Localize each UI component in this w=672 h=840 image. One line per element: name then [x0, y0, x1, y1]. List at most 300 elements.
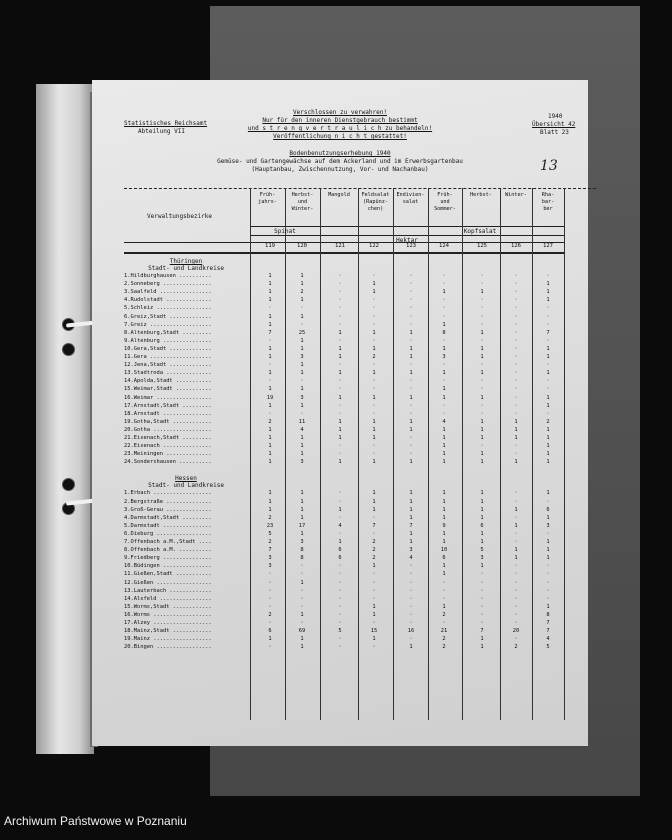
table-cell: ·	[546, 321, 550, 328]
table-cell: ·	[480, 321, 484, 328]
table-cell: 1	[300, 297, 304, 304]
table-cell: ·	[338, 281, 342, 288]
row-label: 19.Gotha,Stadt ............	[124, 418, 212, 425]
table-cell: 1	[409, 506, 413, 513]
row-label: 15.Worms,Stadt ............	[124, 603, 212, 610]
table-cell: ·	[514, 329, 518, 336]
table-cell: 1	[409, 539, 413, 545]
table-cell: ·	[268, 579, 272, 586]
table-cell: 2	[372, 354, 376, 360]
table-cell: 1	[338, 459, 342, 466]
table-cell: ·	[514, 530, 518, 537]
table-cell: 1	[338, 539, 342, 545]
table-cell: 1	[514, 459, 518, 466]
row-label: 21.Eisenach,Stadt .........	[124, 435, 212, 441]
table-cell: 9	[442, 522, 446, 529]
table-cell: 2	[442, 636, 446, 643]
table-cell: ·	[480, 362, 484, 369]
header-rule	[250, 226, 564, 227]
table-cell: 1	[480, 498, 484, 505]
table-cell: 1	[372, 603, 376, 610]
table-cell: 1	[442, 498, 446, 505]
table-cell: 1	[442, 386, 446, 393]
punch-hole	[62, 343, 75, 356]
table-cell: ·	[514, 402, 518, 409]
row-label: 18.Mainz,Stadt ............	[124, 628, 212, 635]
table-cell: ·	[338, 386, 342, 393]
row-label: 10.Gera,Stadt .............	[124, 345, 212, 352]
table-cell: ·	[442, 305, 446, 312]
table-cell: 2	[300, 289, 304, 296]
table-cell: ·	[372, 451, 376, 458]
table-cell: 7	[546, 620, 550, 626]
column-header: Früh- jahrs-	[258, 192, 277, 205]
column-number: 124	[438, 243, 450, 249]
row-label: 6.Dieburg .................	[124, 530, 212, 537]
table-cell: 1	[442, 571, 446, 578]
column-rule	[532, 188, 533, 720]
table-cell: ·	[338, 620, 342, 626]
table-cell: 8	[546, 611, 550, 618]
document-page	[92, 80, 588, 746]
table-cell: 1	[409, 530, 413, 537]
table-cell: ·	[514, 345, 518, 352]
table-cell: 4	[546, 636, 550, 643]
table-cell: ·	[372, 378, 376, 385]
table-cell: ·	[338, 587, 342, 594]
row-label: 8.Offenbach a.M. ..........	[124, 547, 212, 554]
table-cell: ·	[514, 386, 518, 393]
column-rule	[500, 188, 501, 720]
table-cell: ·	[372, 297, 376, 304]
table-cell: ·	[514, 563, 518, 570]
table-cell: ·	[514, 337, 518, 344]
table-cell: 1	[480, 394, 484, 401]
table-cell: ·	[546, 337, 550, 344]
table-cell: ·	[268, 644, 272, 651]
table-cell: 1	[338, 506, 342, 513]
table-cell: 1	[300, 506, 304, 513]
column-number: 120	[296, 243, 308, 249]
table-cell: ·	[409, 273, 413, 279]
table-cell: 6	[480, 522, 484, 529]
table-cell: 1	[442, 370, 446, 377]
column-rule	[285, 188, 286, 720]
table-cell: ·	[546, 386, 550, 393]
table-cell: 1	[300, 313, 304, 320]
table-cell: ·	[338, 410, 342, 417]
table-cell: ·	[409, 563, 413, 570]
row-label: 23.Meiningen ..............	[124, 451, 212, 458]
column-rule	[462, 188, 463, 720]
table-cell: 20	[512, 628, 520, 635]
table-cell: ·	[409, 297, 413, 304]
table-cell: 1	[409, 644, 413, 651]
column-header: Herbst- und Winter-	[291, 192, 314, 212]
table-cell: ·	[546, 498, 550, 505]
table-cell: 1	[409, 498, 413, 505]
table-cell: ·	[442, 273, 446, 279]
table-cell: ·	[480, 297, 484, 304]
table-cell: 1	[372, 289, 376, 296]
table-cell: ·	[409, 410, 413, 417]
table-cell: 1	[546, 345, 550, 352]
table-cell: 1	[300, 281, 304, 288]
table-cell: 1	[372, 563, 376, 570]
table-cell: ·	[514, 354, 518, 360]
table-cell: 1	[268, 354, 272, 360]
table-cell: 3	[300, 394, 304, 401]
table-cell: 5	[546, 644, 550, 651]
survey-subtitle-1: Gemüse- und Gartengewächse auf dem Ackerland und im Erwerbsgartenbau	[217, 158, 463, 165]
table-cell: ·	[409, 636, 413, 643]
org-name: Statistisches Reichsamt	[124, 120, 208, 127]
column-number: 125	[476, 243, 488, 249]
table-cell: ·	[409, 443, 413, 450]
table-cell: 1	[442, 435, 446, 441]
table-cell: ·	[480, 313, 484, 320]
table-cell: ·	[514, 443, 518, 450]
column-header: Endivien- salat	[396, 192, 425, 205]
table-cell: 1	[442, 530, 446, 537]
table-cell: 7	[268, 329, 272, 336]
column-rule	[250, 188, 251, 720]
row-label: 17.Alzey ..................	[124, 620, 212, 626]
table-cell: 1	[300, 498, 304, 505]
table-cell: 3	[546, 522, 550, 529]
column-header: Rha- bar- ber	[541, 192, 555, 212]
table-cell: 3	[300, 459, 304, 466]
table-cell: ·	[372, 530, 376, 537]
row-label: 12.Jena,Stadt .............	[124, 362, 212, 369]
column-number: 122	[368, 243, 380, 249]
table-cell: 1	[338, 426, 342, 433]
table-cell: ·	[268, 595, 272, 602]
column-rule	[393, 188, 394, 720]
row-label: 11.Gießen,Stadt ...........	[124, 571, 212, 578]
table-cell: ·	[372, 410, 376, 417]
table-cell: ·	[480, 571, 484, 578]
column-rule	[358, 188, 359, 720]
row-label: 13.Stadtroda ..............	[124, 370, 212, 377]
year: 1940	[548, 113, 563, 120]
table-cell: 1	[480, 563, 484, 570]
table-cell: ·	[442, 410, 446, 417]
table-cell: ·	[514, 410, 518, 417]
column-number: 119	[264, 243, 276, 249]
table-cell: 1	[514, 435, 518, 441]
table-cell: 1	[546, 435, 550, 441]
table-cell: 10	[440, 547, 448, 554]
confidential-line-4: Veröffentlichung n i c h t gestattet!	[273, 133, 407, 140]
row-label: 3.Saalfeld ................	[124, 289, 212, 296]
row-label: 4.Darmstadt,Stadt .........	[124, 514, 212, 521]
row-label: 16.Weimar .................	[124, 394, 212, 401]
column-number: 126	[510, 243, 522, 249]
header-rule	[124, 188, 596, 189]
table-cell: ·	[300, 571, 304, 578]
table-cell: ·	[546, 571, 550, 578]
table-cell: 1	[268, 321, 272, 328]
table-cell: ·	[409, 281, 413, 288]
table-cell: 1	[300, 345, 304, 352]
table-cell: ·	[338, 571, 342, 578]
table-cell: 4	[300, 426, 304, 433]
table-cell: 1	[442, 506, 446, 513]
table-cell: ·	[514, 603, 518, 610]
table-cell: ·	[338, 378, 342, 385]
table-cell: ·	[480, 305, 484, 312]
table-cell: ·	[338, 297, 342, 304]
confidential-line-2: Nur für den inneren Dienstgebrauch bestimmt	[262, 117, 418, 124]
table-cell: 1	[300, 451, 304, 458]
table-cell: ·	[300, 378, 304, 385]
table-cell: ·	[338, 337, 342, 344]
row-label: 5.Schleiz .................	[124, 305, 212, 312]
table-cell: 8	[300, 547, 304, 554]
header-rule	[250, 235, 564, 236]
table-cell: ·	[442, 313, 446, 320]
table-cell: ·	[514, 611, 518, 618]
table-cell: 1	[300, 636, 304, 643]
table-cell: ·	[338, 289, 342, 296]
table-cell: ·	[268, 410, 272, 417]
table-cell: 1	[546, 514, 550, 521]
table-cell: 1	[268, 273, 272, 279]
table-cell: ·	[372, 321, 376, 328]
table-cell: 8	[300, 555, 304, 562]
table-cell: ·	[514, 378, 518, 385]
section-title: Hessen	[175, 475, 197, 483]
table-cell: 1	[300, 402, 304, 409]
row-label: 10.Büdingen ...............	[124, 563, 212, 570]
table-cell: ·	[372, 644, 376, 651]
table-cell: ·	[409, 435, 413, 441]
table-cell: 69	[298, 628, 306, 635]
table-cell: 1	[268, 636, 272, 643]
group-spinat: Spinat	[274, 228, 296, 235]
table-cell: 1	[300, 443, 304, 450]
table-cell: 17	[298, 522, 306, 529]
table-cell: ·	[480, 281, 484, 288]
table-cell: ·	[372, 337, 376, 344]
row-label: 7.Offenbach a.M.,Stadt ....	[124, 539, 212, 545]
table-cell: 1	[480, 459, 484, 466]
table-cell: ·	[409, 321, 413, 328]
table-cell: ·	[480, 337, 484, 344]
table-cell: ·	[514, 362, 518, 369]
table-cell: 2	[268, 539, 272, 545]
table-cell: 1	[546, 443, 550, 450]
table-cell: 3	[480, 555, 484, 562]
table-cell: 1	[300, 273, 304, 279]
table-cell: 1	[268, 370, 272, 377]
table-cell: 7	[409, 522, 413, 529]
survey-title: Bodenbenutzungserhebung 1940	[289, 150, 391, 157]
table-cell: 1	[480, 644, 484, 651]
table-cell: 1	[268, 506, 272, 513]
row-label: 2.Sonneberg ...............	[124, 281, 212, 288]
row-label: 4.Rudolstadt ..............	[124, 297, 212, 304]
table-cell: ·	[268, 362, 272, 369]
table-cell: 1	[300, 644, 304, 651]
table-cell: ·	[409, 289, 413, 296]
table-cell: ·	[409, 305, 413, 312]
table-cell: ·	[514, 305, 518, 312]
table-cell: ·	[338, 636, 342, 643]
table-cell: ·	[372, 595, 376, 602]
table-cell: 7	[546, 628, 550, 635]
table-cell: 21	[440, 628, 448, 635]
table-cell: ·	[442, 402, 446, 409]
table-cell: ·	[546, 362, 550, 369]
table-cell: 1	[372, 498, 376, 505]
row-label: 15.Weimar,Stadt ...........	[124, 386, 212, 393]
table-cell: 23	[266, 522, 274, 529]
table-cell: ·	[546, 587, 550, 594]
table-cell: ·	[442, 579, 446, 586]
table-cell: ·	[409, 378, 413, 385]
table-cell: 1	[442, 394, 446, 401]
table-cell: 1	[268, 297, 272, 304]
table-cell: ·	[300, 595, 304, 602]
table-cell: 5	[338, 628, 342, 635]
table-cell: ·	[372, 273, 376, 279]
table-cell: ·	[480, 620, 484, 626]
row-label: 14.Apolda,Stadt ...........	[124, 378, 212, 385]
table-cell: 1	[546, 394, 550, 401]
table-cell: ·	[480, 386, 484, 393]
table-cell: 1	[514, 426, 518, 433]
table-cell: 1	[372, 329, 376, 336]
table-cell: ·	[300, 603, 304, 610]
table-cell: ·	[372, 402, 376, 409]
table-cell: ·	[372, 313, 376, 320]
table-cell: ·	[338, 305, 342, 312]
table-cell: 1	[409, 426, 413, 433]
table-cell: 3	[300, 354, 304, 360]
table-cell: 1	[442, 563, 446, 570]
table-cell: 1	[268, 435, 272, 441]
table-cell: 7	[268, 547, 272, 554]
table-cell: ·	[338, 490, 342, 497]
table-cell: 3	[409, 547, 413, 554]
table-cell: ·	[480, 587, 484, 594]
table-cell: ·	[546, 305, 550, 312]
table-cell: 1	[442, 321, 446, 328]
table-cell: 2	[268, 514, 272, 521]
table-cell: 1	[480, 490, 484, 497]
table-cell: ·	[442, 362, 446, 369]
table-cell: ·	[514, 490, 518, 497]
table-cell: 19	[266, 394, 274, 401]
group-kopfsalat: Kopfsalat	[463, 228, 497, 235]
row-label: 22.Eisenach ...............	[124, 443, 212, 450]
table-cell: ·	[514, 587, 518, 594]
table-cell: 1	[372, 418, 376, 425]
column-rule	[564, 188, 565, 720]
table-cell: 1	[546, 281, 550, 288]
table-cell: ·	[546, 595, 550, 602]
table-cell: ·	[514, 514, 518, 521]
table-cell: 1	[409, 514, 413, 521]
table-cell: 1	[480, 435, 484, 441]
row-label: 9.Friedberg ...............	[124, 555, 212, 562]
table-cell: ·	[372, 571, 376, 578]
table-cell: 1	[409, 329, 413, 336]
table-cell: 1	[300, 435, 304, 441]
table-cell: 6	[338, 547, 342, 554]
table-cell: 5	[480, 547, 484, 554]
table-cell: ·	[338, 443, 342, 450]
table-cell: ·	[514, 321, 518, 328]
table-cell: 1	[546, 426, 550, 433]
table-cell: 1	[480, 345, 484, 352]
table-cell: 1	[442, 289, 446, 296]
row-label: 13.Lauterbach .............	[124, 587, 212, 594]
binder-spine	[36, 84, 94, 754]
table-cell: 6	[268, 628, 272, 635]
table-cell: ·	[372, 362, 376, 369]
table-cell: 2	[372, 547, 376, 554]
row-label: 11.Gera ...................	[124, 354, 212, 360]
row-label: 20.Gotha ..................	[124, 426, 212, 433]
table-cell: 1	[546, 459, 550, 466]
table-cell: 1	[546, 289, 550, 296]
region-column-header: Verwaltungsbezirke	[147, 213, 213, 220]
section-subtitle: Stadt- und Landkreise	[148, 482, 224, 490]
table-cell: 1	[480, 506, 484, 513]
table-cell: ·	[338, 402, 342, 409]
row-label: 12.Gießen .................	[124, 579, 212, 586]
table-cell: ·	[409, 337, 413, 344]
table-cell: 1	[546, 547, 550, 554]
table-cell: 1	[268, 426, 272, 433]
table-cell: 7	[480, 628, 484, 635]
table-cell: 1	[372, 506, 376, 513]
row-label: 1.Erbach ..................	[124, 490, 212, 497]
table-cell: 3	[300, 539, 304, 545]
row-label: 5.Darmstadt ...............	[124, 522, 212, 529]
row-label: 9.Altenburg ...............	[124, 337, 212, 344]
row-label: 6.Greiz,Stadt .............	[124, 313, 212, 320]
table-cell: ·	[514, 289, 518, 296]
table-cell: 15	[370, 628, 378, 635]
table-cell: 1	[480, 370, 484, 377]
table-cell: 1	[338, 354, 342, 360]
table-cell: 1	[372, 636, 376, 643]
table-cell: 1	[338, 394, 342, 401]
table-cell: ·	[480, 579, 484, 586]
table-cell: ·	[514, 620, 518, 626]
table-cell: ·	[268, 378, 272, 385]
row-label: 17.Arnstadt,Stadt .........	[124, 402, 212, 409]
table-cell: 1	[480, 636, 484, 643]
table-cell: 1	[268, 451, 272, 458]
table-cell: 1	[409, 354, 413, 360]
table-cell: ·	[514, 636, 518, 643]
table-cell: ·	[338, 514, 342, 521]
column-rule	[320, 188, 321, 720]
table-cell: ·	[338, 498, 342, 505]
table-cell: 1	[546, 402, 550, 409]
table-cell: 1	[268, 490, 272, 497]
table-cell: 1	[268, 345, 272, 352]
table-cell: 1	[338, 370, 342, 377]
table-cell: 1	[546, 555, 550, 562]
header-rule	[124, 252, 564, 254]
table-cell: ·	[442, 281, 446, 288]
